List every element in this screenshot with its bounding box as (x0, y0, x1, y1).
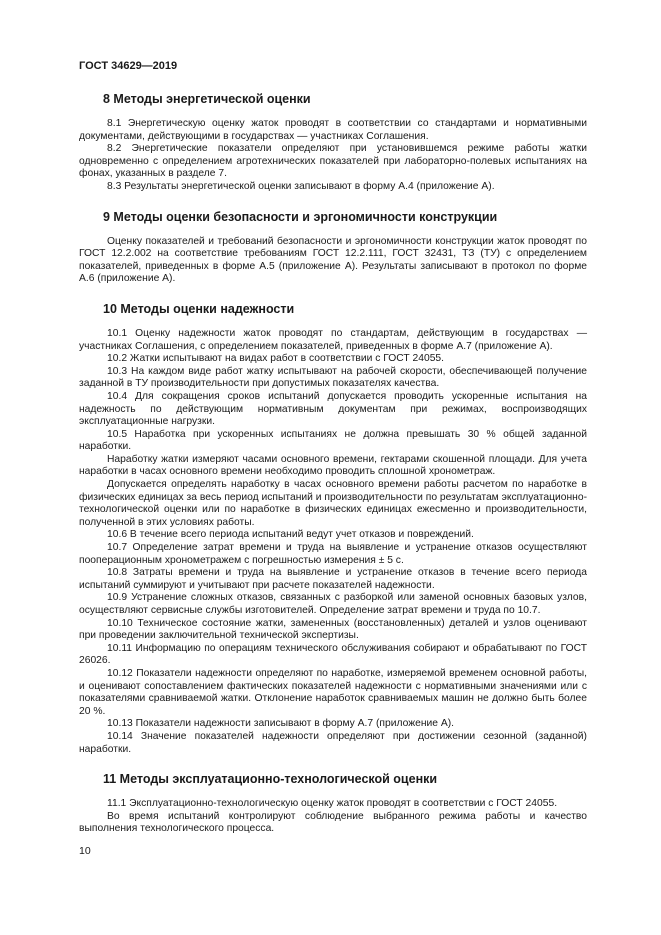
paragraph: 10.1 Оценку надежности жаток проводят по стандартам, действующим в государствах — участниках Соглашения, с определением показателей, приведенных в форме А.7 (приложение А). (79, 327, 587, 352)
paragraph: 10.4 Для сокращения сроков испытаний допускается проводить ускоренные испытания на надежность по действующим нормативным документам при режимах, воспроизводящих эксплуатационные нагрузки. (79, 390, 587, 428)
paragraph: 10.13 Показатели надежности записывают в форму А.7 (приложение А). (107, 718, 455, 730)
paragraph: 8.2 Энергетические показатели определяют при установившемся режиме работы жатки одновременно с определением агротехнических показателей при лабораторно-полевых испытаниях на фонах, указанных в разделе 7. (79, 143, 587, 180)
document-body (79, 92, 587, 836)
paragraph: 10.14 Значение показателей надежности определяют при достижении сезонной (заданной) наработки. (79, 730, 587, 755)
section-title: 11 Методы эксплуатационно-технологической оценки (103, 772, 438, 787)
section-11 (79, 772, 587, 836)
paragraph: 8.3 Результаты энергетической оценки записывают в форму А.4 (приложение А). (107, 180, 495, 192)
paragraph: 10.5 Наработка при ускоренных испытаниях не должна превышать 30 % общей заданной наработки. (79, 428, 587, 453)
paragraph: 8.1 Энергетическую оценку жаток проводят в соответствии со стандартами и нормативными документами, действующими в государствах — участниках Соглашения. (79, 118, 587, 142)
paragraph: Оценку показателей и требований безопасности и эргономичности конструкции жаток проводят по ГОСТ 12.2.002 на соответствие требованиям ГОСТ 12.2.111, ГОСТ 32431, ТЗ (ТУ) с определением показателей, приведенных в форме А.5 (приложение А). Результаты записывают в протокол по форме А.6 (приложение А). (79, 235, 587, 285)
paragraph: 10.9 Устранение сложных отказов, связанных с разборкой или заменой основных базовых узлов, осуществляют сервисные службы изготовителей. Определение затрат времени и труда по 10.7. (79, 592, 587, 616)
paragraph: 10.2 Жатки испытывают на видах работ в соответствии с ГОСТ 24055. (107, 353, 445, 365)
paragraph: 10.10 Техническое состояние жатки, замененных (восстановленных) деталей и узлов оценивают при проведении заключительной технической экспертизы. (79, 617, 587, 642)
section-title: 9 Методы оценки безопасности и эргономичности конструкции (103, 209, 498, 224)
paragraph: 10.6 В течение всего периода испытаний ведут учет отказов и повреждений. (107, 529, 474, 541)
paragraph: 11.1 Эксплуатационно-технологическую оценку жаток проводят в соответствии с ГОСТ 24055. (107, 798, 558, 810)
document-code-header: ГОСТ 34629—2019 (79, 60, 178, 72)
paragraph: 10.12 Показатели надежности определяют по наработке, измеряемой временем основной работы, и оценивают сопоставлением фактических показателей надежности с нормативными значениями или с показателями сравниваемой жатки. Отклонение наработок сравниваемых машин не должно быть более 20 %. (79, 667, 587, 717)
section-9 (79, 210, 587, 286)
paragraph: Допускается определять наработку в часах основного времени работы расчетом по наработке в физических единицах за весь период испытаний и производительности по результатам эксплуатационно-технологической оценки или по наработке в физических единицах ежесменно и производительности, полученной в этих условиях работы. (79, 479, 587, 528)
section-8 (79, 92, 587, 194)
paragraph: 10.8 Затраты времени и труда на выявление и устранение отказов в течение всего периода испытаний суммируют и учитывают при расчете показателей надежности. (79, 567, 587, 591)
paragraph: 10.7 Определение затрат времени и труда на выявление и устранение отказов осуществляют пооперационным хронометражем с погрешностью измерения ± 5 с. (79, 542, 587, 566)
section-title: 10 Методы оценки надежности (103, 301, 295, 316)
page-number: 10 (79, 845, 91, 857)
paragraph: 10.11 Информацию по операциям технического обслуживания собирают и обрабатывают по ГОСТ 26026. (79, 642, 587, 667)
paragraph: 10.3 На каждом виде работ жатку испытывают на рабочей скорости, обеспечивающей получение заданной в ТУ производительности при допустимых показателях качества. (79, 365, 587, 390)
paragraph: Наработку жатки измеряют часами основного времени, гектарами скошенной площади. Для учета наработки в часах основного времени необходимо проводить сплошной хронометраж. (79, 453, 587, 478)
paragraph: Во время испытаний контролируют соблюдение выбранного режима работы и качество выполнения технологического процесса. (79, 810, 587, 835)
section-10 (79, 302, 587, 756)
section-title: 8 Методы энергетической оценки (103, 92, 311, 106)
